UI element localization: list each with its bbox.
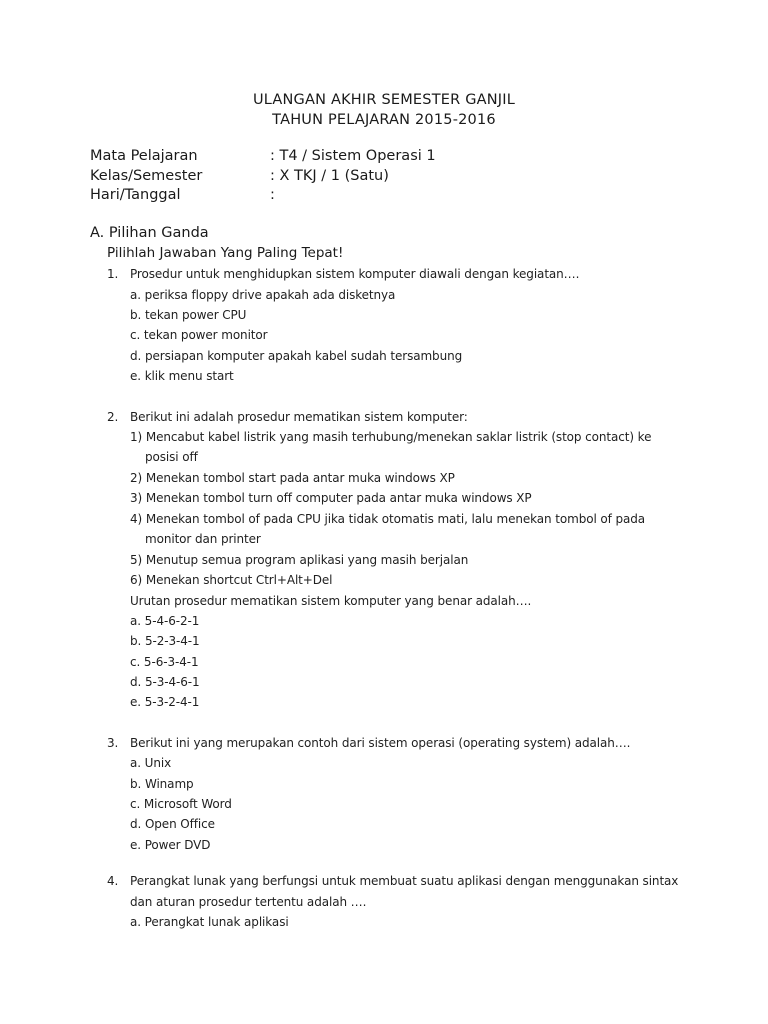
- question-text: Berikut ini yang merupakan contoh dari sistem operasi (operating system) adalah….: [130, 736, 631, 750]
- question-text: Berikut ini adalah prosedur mematikan sistem komputer:: [130, 410, 468, 424]
- answer-option: c. 5-6-3-4-1: [130, 655, 199, 669]
- answer-option: b. Winamp: [130, 777, 194, 791]
- procedure-step: 2) Menekan tombol start pada antar muka windows XP: [130, 471, 455, 485]
- section-title: A. Pilihan Ganda: [90, 225, 209, 241]
- meta-label: Kelas/Semester: [90, 168, 203, 184]
- meta-value: : X TKJ / 1 (Satu): [270, 168, 389, 184]
- answer-option: e. klik menu start: [130, 369, 234, 383]
- answer-option: d. Open Office: [130, 817, 215, 831]
- procedure-step: 6) Menekan shortcut Ctrl+Alt+Del: [130, 573, 333, 587]
- question-number: 2.: [107, 410, 119, 424]
- question-number: 1.: [107, 267, 119, 281]
- question-number: 3.: [107, 736, 119, 750]
- answer-option: b. 5-2-3-4-1: [130, 634, 200, 648]
- answer-option: d. 5-3-4-6-1: [130, 675, 200, 689]
- meta-label: Hari/Tanggal: [90, 187, 181, 203]
- answer-option: c. tekan power monitor: [130, 328, 268, 342]
- procedure-step: posisi off: [145, 450, 198, 464]
- question-text: Perangkat lunak yang berfungsi untuk membuat suatu aplikasi dengan menggunakan sintax: [130, 874, 679, 888]
- procedure-step: 1) Mencabut kabel listrik yang masih terhubung/menekan saklar listrik (stop contact) ke: [130, 430, 652, 444]
- answer-option: a. Perangkat lunak aplikasi: [130, 915, 289, 929]
- answer-option: c. Microsoft Word: [130, 797, 232, 811]
- meta-label: Mata Pelajaran: [90, 148, 198, 164]
- answer-option: a. Unix: [130, 756, 172, 770]
- procedure-step: 3) Menekan tombol turn off computer pada antar muka windows XP: [130, 491, 532, 505]
- question-number: 4.: [107, 874, 119, 888]
- section-instruction: Pilihlah Jawaban Yang Paling Tepat!: [107, 245, 344, 261]
- answer-option: d. persiapan komputer apakah kabel sudah tersambung: [130, 349, 463, 363]
- meta-value: : T4 / Sistem Operasi 1: [270, 148, 436, 164]
- question-text: Prosedur untuk menghidupkan sistem komputer diawali dengan kegiatan….: [130, 267, 580, 281]
- procedure-step: 4) Menekan tombol of pada CPU jika tidak otomatis mati, lalu menekan tombol of pada: [130, 512, 646, 526]
- procedure-step: 5) Menutup semua program aplikasi yang masih berjalan: [130, 553, 469, 567]
- answer-option: b. tekan power CPU: [130, 308, 247, 322]
- procedure-step: monitor dan printer: [145, 532, 261, 546]
- meta-value: :: [270, 187, 275, 203]
- academic-year: TAHUN PELAJARAN 2015-2016: [272, 112, 496, 128]
- answer-option: e. Power DVD: [130, 838, 211, 852]
- exam-title: ULANGAN AKHIR SEMESTER GANJIL: [252, 92, 516, 108]
- question-prompt: Urutan prosedur mematikan sistem komputer yang benar adalah….: [130, 594, 532, 608]
- answer-option: e. 5-3-2-4-1: [130, 695, 200, 709]
- answer-option: a. periksa floppy drive apakah ada disketnya: [130, 288, 396, 302]
- answer-option: a. 5-4-6-2-1: [130, 614, 200, 628]
- question-text: dan aturan prosedur tertentu adalah ….: [130, 895, 367, 909]
